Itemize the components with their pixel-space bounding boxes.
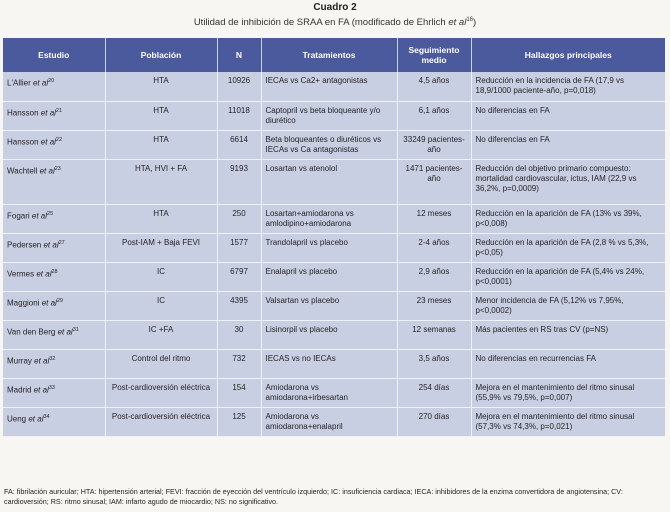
cell-estudio	[3, 204, 105, 233]
cell-n: 154	[217, 378, 261, 407]
cell-poblacion: HTA	[105, 204, 217, 233]
cell-n: 6614	[217, 130, 261, 159]
study-author: Murray	[7, 356, 35, 366]
study-author: Pedersen	[7, 240, 44, 250]
cell-tratamiento: Losartan+amiodarona vs amlodipino+amiodarona	[261, 204, 397, 233]
cell-n: 1577	[217, 233, 261, 262]
table-header-row	[3, 38, 665, 72]
table-row	[3, 159, 665, 204]
cell-n: 732	[217, 349, 261, 378]
cell-hallazgos: No diferencias en recurrencias FA	[471, 349, 665, 378]
cell-tratamiento: Amiodarona vs amiodarona+irbesartan	[261, 378, 397, 407]
study-ref: 34	[43, 413, 50, 420]
table-row	[3, 233, 665, 262]
study-ref: 20	[48, 78, 55, 84]
study-ref: 27	[58, 239, 65, 246]
cell-seguimiento: 12 meses	[397, 204, 471, 233]
study-etal: et al	[40, 137, 56, 147]
cell-tratamiento: Losartan vs atenolol	[261, 159, 397, 204]
cell-n: 6797	[217, 262, 261, 291]
header-n: N	[217, 38, 261, 72]
study-etal: et al	[57, 327, 73, 337]
cell-hallazgos: Mejora en el mantenimiento del ritmo sinusal (57,3% vs 74,3%, p=0,021)	[471, 407, 665, 436]
table-row	[3, 407, 665, 436]
study-author: Vermes	[7, 269, 37, 279]
study-ref: 31	[72, 326, 79, 333]
caption-title: Cuadro 2	[313, 2, 357, 13]
study-ref: 29	[56, 297, 63, 304]
study-etal: et al	[39, 166, 55, 176]
table-row	[3, 349, 665, 378]
cell-hallazgos: Reducción en la aparición de FA (2,8 % vs 5,3%, p<0,05)	[471, 233, 665, 262]
cell-seguimiento: 6,1 años	[397, 101, 471, 130]
cell-hallazgos: Reducción en la incidencia de FA (17,9 vs 18,9/1000 paciente-año, p=0,018)	[471, 72, 665, 101]
cell-poblacion: IC +FA	[105, 320, 217, 349]
study-table	[3, 38, 665, 437]
study-ref: 28	[51, 268, 58, 275]
cell-seguimiento: 254 días	[397, 378, 471, 407]
study-author: Hansson	[7, 108, 41, 118]
table-row	[3, 378, 665, 407]
caption-subtitle-prefix: Utilidad de inhibición de SRAA en FA (modificado de Ehrlich	[193, 17, 449, 29]
cell-poblacion: HTA	[105, 72, 217, 101]
table-footnote: FA: fibrilación auricular; HTA: hipertensión arterial; FEVI: fracción de eyección del ventrículo izquierdo; IC: insuficiencia cardiaca; IECA: inhibidores de la enzima convertidora de angiotensina; CV: cardioversión; RS: ritmo sinusal; IAM: infarto agudo de miocardio; NS: no significativo.	[4, 487, 623, 506]
study-ref: 21	[55, 107, 63, 114]
table-row	[3, 320, 665, 349]
cell-tratamiento: Captopril vs beta bloqueante y/o diurético	[261, 101, 397, 130]
cell-hallazgos: Reducción en la aparición de FA (5,4% vs 24%, p<0,0001)	[471, 262, 665, 291]
cell-poblacion: Post-IAM + Baja FEVI	[105, 233, 217, 262]
study-author: Fogari	[7, 211, 32, 221]
cell-estudio	[3, 291, 105, 320]
caption-subtitle-suffix: )	[473, 17, 477, 29]
header-poblacion: Población	[105, 38, 217, 72]
cell-estudio	[3, 130, 105, 159]
study-author: Hansson	[7, 137, 41, 147]
cell-n: 125	[217, 407, 261, 436]
cell-seguimiento: 3,5 años	[397, 349, 471, 378]
table-row	[3, 291, 665, 320]
cell-hallazgos: Más pacientes en RS tras CV (p=NS)	[471, 320, 665, 349]
cell-tratamiento: IECAS vs no IECAs	[261, 349, 397, 378]
study-etal: et al	[34, 356, 50, 366]
study-ref: 32	[49, 355, 56, 362]
cell-hallazgos: Menor incidencia de FA (5,12% vs 7,95%, p<0,0002)	[471, 291, 665, 320]
cell-seguimiento: 2-4 años	[397, 233, 471, 262]
header-estudio: Estudio	[3, 38, 105, 72]
table-row	[3, 204, 665, 233]
cell-estudio	[3, 101, 105, 130]
cell-hallazgos: No diferencias en FA	[471, 101, 665, 130]
study-ref: 33	[48, 384, 55, 391]
cell-poblacion: HTA	[105, 130, 217, 159]
table-row	[3, 72, 665, 101]
cell-estudio	[3, 407, 105, 436]
cell-hallazgos: No diferencias en FA	[471, 130, 665, 159]
cell-poblacion: IC	[105, 291, 217, 320]
cell-n: 250	[217, 204, 261, 233]
cell-tratamiento: Valsartan vs placebo	[261, 291, 397, 320]
cell-poblacion: Post-cardioversión eléctrica	[105, 378, 217, 407]
cell-n: 10926	[217, 72, 261, 101]
cell-hallazgos: Reducción del objetivo primario compuesto: mortalidad cardiovascular, ictus, IAM (22,9 vs 36,2%, p=0,0009)	[471, 159, 665, 204]
study-etal: et al	[33, 385, 49, 395]
study-author: L'Allier	[7, 78, 33, 88]
study-ref: 22	[55, 136, 63, 143]
cell-n: 9193	[217, 159, 261, 204]
cell-estudio	[3, 320, 105, 349]
cell-hallazgos: Mejora en el mantenimiento del ritmo sinusal (55,9% vs 79,5%, p=0,007)	[471, 378, 665, 407]
table-row	[3, 130, 665, 159]
cell-estudio	[3, 349, 105, 378]
table-caption	[0, 0, 670, 29]
cell-poblacion: Control del ritmo	[105, 349, 217, 378]
cell-seguimiento: 1471 pacientes-año	[397, 159, 471, 204]
cell-tratamiento: Trandolapril vs placebo	[261, 233, 397, 262]
cell-estudio	[3, 72, 105, 101]
cell-poblacion: HTA	[105, 101, 217, 130]
header-seguimiento: Seguimiento medio	[397, 38, 471, 72]
study-author: Ueng	[7, 414, 29, 424]
header-tratamientos: Tratamientos	[261, 38, 397, 72]
cell-seguimiento: 270 días	[397, 407, 471, 436]
cell-n: 11018	[217, 101, 261, 130]
study-author: Madrid	[7, 385, 34, 395]
caption-subtitle	[0, 14, 670, 29]
cell-poblacion: Post-cardioversión eléctrica	[105, 407, 217, 436]
cell-n: 30	[217, 320, 261, 349]
cell-tratamiento: Beta bloqueantes o diuréticos vs IECAs vs Ca antagonistas	[261, 130, 397, 159]
study-etal: et al	[28, 414, 44, 424]
study-author: Van den Berg	[7, 327, 58, 337]
cell-hallazgos: Reducción en la aparición de FA (13% vs 39%, p<0,008)	[471, 204, 665, 233]
study-etal: et al	[41, 298, 57, 308]
study-etal: et al	[36, 269, 52, 279]
table-row	[3, 101, 665, 130]
cell-estudio	[3, 378, 105, 407]
cell-estudio	[3, 262, 105, 291]
cell-tratamiento: IECAs vs Ca2+ antagonistas	[261, 72, 397, 101]
study-etal: et al	[40, 108, 56, 118]
cell-n: 4395	[217, 291, 261, 320]
cell-seguimiento: 12 semanas	[397, 320, 471, 349]
cell-tratamiento: Enalapril vs placebo	[261, 262, 397, 291]
cell-estudio	[3, 159, 105, 204]
cell-seguimiento: 33249 pacientes-año	[397, 130, 471, 159]
cell-tratamiento: Amiodarona vs amiodarona+enalapril	[261, 407, 397, 436]
caption-ref: 16	[466, 17, 474, 23]
study-ref: 25	[47, 210, 54, 217]
cell-poblacion: IC	[105, 262, 217, 291]
study-etal: et al	[43, 240, 59, 250]
cell-seguimiento: 2,9 años	[397, 262, 471, 291]
cell-tratamiento: Lisinorpil vs placebo	[261, 320, 397, 349]
study-author: Maggioni	[7, 298, 42, 308]
study-ref: 23	[54, 165, 61, 172]
cell-seguimiento: 23 meses	[397, 291, 471, 320]
header-hallazgos: Hallazgos principales	[471, 38, 665, 72]
table-row	[3, 262, 665, 291]
cell-seguimiento: 4,5 años	[397, 72, 471, 101]
study-author: Wachtell	[7, 166, 40, 176]
study-etal: et al	[31, 211, 48, 221]
cell-estudio	[3, 233, 105, 262]
cell-poblacion: HTA, HVI + FA	[105, 159, 217, 204]
caption-etal: et al	[448, 17, 467, 29]
study-etal: et al	[32, 78, 49, 88]
